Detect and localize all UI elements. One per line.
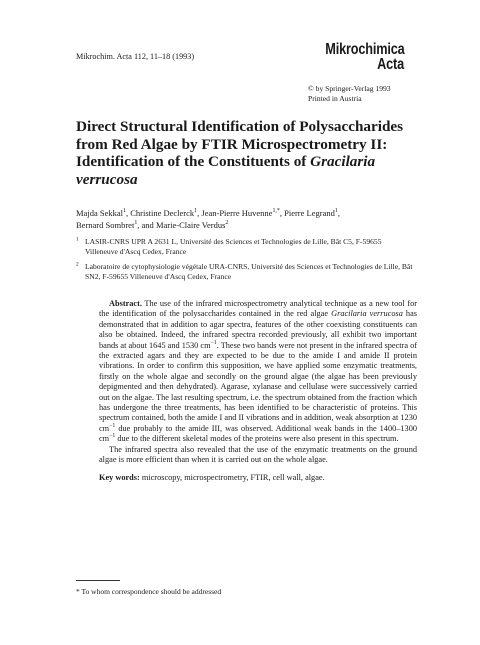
affiliation [76,237,416,257]
author-affiliation-mark: 1 [122,208,126,215]
abstract-species: Gracilaria verrucosa [331,309,403,319]
journal-reference: Mikrochim. Acta 112, 11–18 (1993) [76,52,195,61]
logo-line-2: Acta [377,56,404,73]
paper-title [76,118,406,188]
affiliation-text: Laboratoire de cytophysiologie végétale URA-CNRS, Université des Sciences et Technologies de Lille, Bât SN2, F-59655 Villeneuve d'Ascq Cedex, France [85,262,413,281]
keywords: Key words: microscopy, microspectrometry, FTIR, cell wall, algae. [99,472,325,482]
copyright-line: © by Springer-Verlag 1993 [308,84,391,93]
affiliation-text: LASIR-CNRS UPR A 2631 L, Université des Sciences et Technologies de Lille, Bât C5, F-59655 Villeneuve d'Ascq Cedex, France [85,237,382,256]
journal-logo [325,42,404,72]
footnote: * To whom correspondence should be addressed [76,587,222,596]
abstract-paragraph: The infrared spectra also revealed that the use of the enzymatic treatments on the ground algae is more efficient than when it is carried out on the whole algae. [99,444,417,465]
author-affiliation-mark: 1 [334,208,338,215]
author: Majda Sekkal [76,208,123,218]
author: Marie-Claire Verdus [155,220,226,230]
affiliation [76,262,416,282]
author-list: Majda Sekkal$^1$, Christine Declerck$^1$, Jean-Pierre Huvenne$^{1,*}$, Pierre Legrand$^1$, Bernard Sombret$^1$, and Marie-Claire Verdus$^2$ [76,208,340,230]
logo-line-1: Mikrochimica [325,41,405,58]
affiliation-number: 2 [76,261,79,268]
keywords-label: Key words: [99,472,140,482]
abstract-paragraph: Abstract. The use of the infrared microspectrometry analytical technique as a new tool for the identification of the polysaccharides contained in the red algae Gracilaria verrucosa has demonstrated that in addition to agar spectra, features of the other coexisting constituents can also be obtained. Indeed, the infrared spectra recorded previously, all exhibit two important bands at about 1645 and 1530 $cm^{-1}$. These two bands were not present in the infrared spectra of the extracted agars and they are expected to be due to the amide I and amide II protein vibrations. In order to confirm this supposition, we have applied some enzymatic treatments, firstly on the whole algae and secondly on the ground algae (the algae has been previously depigmented and then dehydrated). Agarase, xylanase and cellulase were successively carried out on the algae. The last resulting spectrum, i.e. the spectrum obtained from the fraction which has undergone the three treatments, has been identified to be characteristic of proteins. This spectrum contained, both the amide I and II vibrations and in addition, weak absorption at 1230 $cm^{-1}$ due probably to the amide III, was observed. Additional weak bands in the 1400–1300 $cm^{-1}$ due to the different skeletal modes of the proteins were also present in this spectrum. [99,299,417,444]
author-affiliation-mark: 1,* [272,208,280,215]
affiliation-number: 1 [76,236,79,243]
author: Bernard Sombret [76,220,135,230]
author-affiliation-mark: 2 [225,220,229,227]
footnote-divider [76,580,120,581]
abstract [99,299,417,483]
author-affiliation-mark: 1 [194,208,198,215]
author: Christine Declerck [130,208,195,218]
author-affiliation-mark: 1 [134,220,138,227]
author: Jean-Pierre Huvenne [201,208,273,218]
author: Pierre Legrand [284,208,335,218]
copyright-notice [308,84,391,104]
title-text: Direct Structural Identification of Polysaccharides from Red Algae by FTIR Microspectrometry II: Identification of the Constituents of [76,118,404,170]
printed-in-line: Printed in Austria [308,94,362,103]
abstract-label: Abstract. [109,299,142,308]
title-species: Gracilaria verrucosa [76,153,376,188]
